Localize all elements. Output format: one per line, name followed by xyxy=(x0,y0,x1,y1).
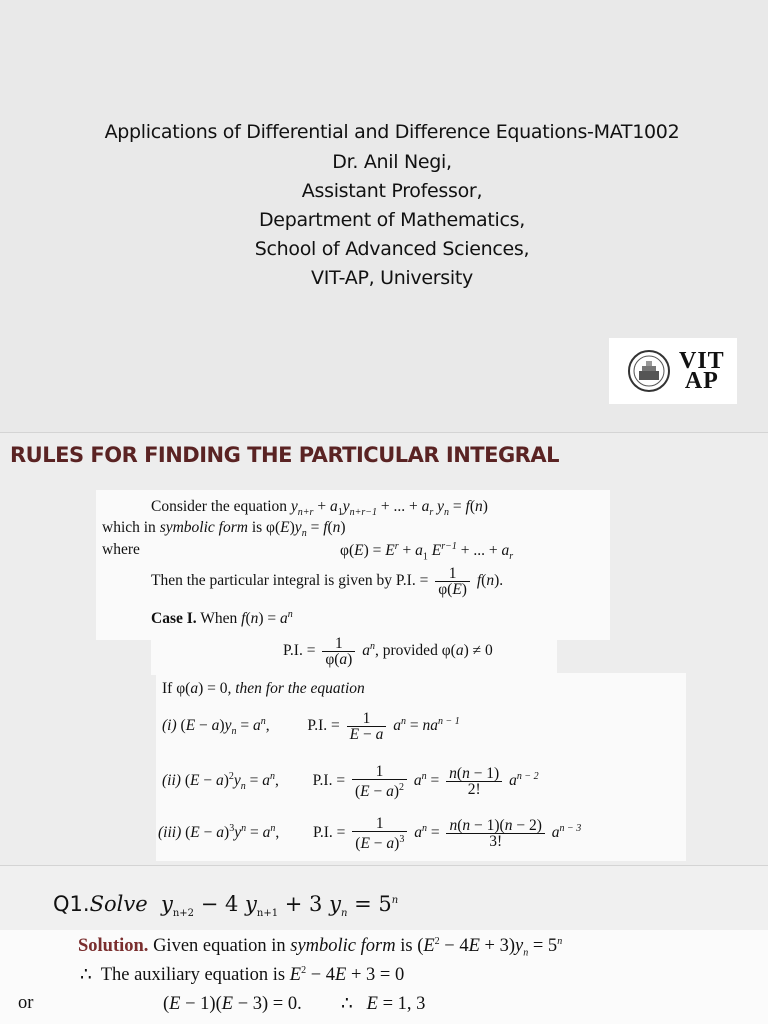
case1-pi-formula: P.I. = $\frac{1}{\varphi(a)}$ $a^n$, provided φ(a) ≠ 0 xyxy=(283,635,493,668)
case1-result-panel xyxy=(151,633,557,675)
rule-equation-line: Consider the equation $y_{n+r} + a_1y_{n+r-1}$ + ... + $a_r$ $y_n = f(n)$ xyxy=(151,498,488,519)
university-seal-icon xyxy=(627,349,671,393)
special-cases-panel xyxy=(156,673,686,861)
question-slide xyxy=(0,866,768,1024)
logo-text xyxy=(679,348,725,394)
rule-phi-definition: $\varphi(E) = E^r + a_1$ $E^{r-1}$ + ... + $a_r$ xyxy=(340,541,514,563)
auxiliary-equation: ∴ The auxiliary equation is $E^2 - 4E + 3 = 0$ xyxy=(80,964,405,985)
case-i-line: (i) $(E - a)y_n = a^n$, P.I. = $\frac{1}{E - a}$ $a^n = na^{n - 1}$ xyxy=(162,710,460,743)
rule-symbolic-line: which in symbolic form is $\varphi(E)y_n = f(n)$ xyxy=(102,519,346,540)
case-ii-line: (ii) $(E - a)^2y_n = a^n$, P.I. = $\frac{1}{(E - a)^2}$ $a^n$ = $\frac{n(n - 1)}{2!}$ $a^{n - 2}$ xyxy=(162,763,539,801)
rule-where-label: where xyxy=(102,541,140,558)
university-logo xyxy=(609,338,737,404)
or-label: or xyxy=(18,993,34,1013)
factored-roots: (E − 1)(E − 3) = 0. ∴ E = 1, 3 xyxy=(163,994,426,1014)
case-iii-line: (iii) $(E - a)^3y^n = a^n$, P.I. = $\frac{1}{(E - a)^3}$ $a^n$ = $\frac{n(n - 1)(n - 2)}{3!}$ $a^{n - 3}$ xyxy=(158,815,582,853)
question-q1: Q1.Solve $y_{n+2} - 4$ $y_{n+1} + 3$ $y_n = 5^n$ xyxy=(53,892,399,920)
solution-panel xyxy=(0,930,768,1024)
rules-panel-general xyxy=(96,490,610,640)
author-name: Dr. Anil Negi, xyxy=(332,151,452,173)
case1-heading: Case I. When $f(n) = a^n$ xyxy=(151,609,293,628)
author-department: Department of Mathematics, xyxy=(258,209,526,231)
author-university: VIT-AP, University xyxy=(311,267,473,289)
course-title: Applications of Differential and Difference Equations-MAT1002 xyxy=(104,121,680,143)
rules-slide xyxy=(0,433,768,865)
solution-symbolic-form: Solution. Given equation in symbolic form is $(E^2 - 4E + 3)y_n = 5^n$ xyxy=(78,936,563,959)
logo-ap: AP xyxy=(684,368,719,394)
rule-pi-general: Then the particular integral is given by P.I. = $\frac{1}{\varphi(E)}$ f(n). xyxy=(151,565,504,598)
rules-heading: RULES FOR FINDING THE PARTICULAR INTEGRAL xyxy=(10,443,559,467)
logo-vit: VIT xyxy=(679,348,725,374)
author-school: School of Advanced Sciences, xyxy=(254,238,530,260)
author-position: Assistant Professor, xyxy=(301,180,483,202)
phi-zero-condition: If φ(a) = 0, then for the equation xyxy=(162,680,365,697)
title-slide xyxy=(0,0,768,432)
